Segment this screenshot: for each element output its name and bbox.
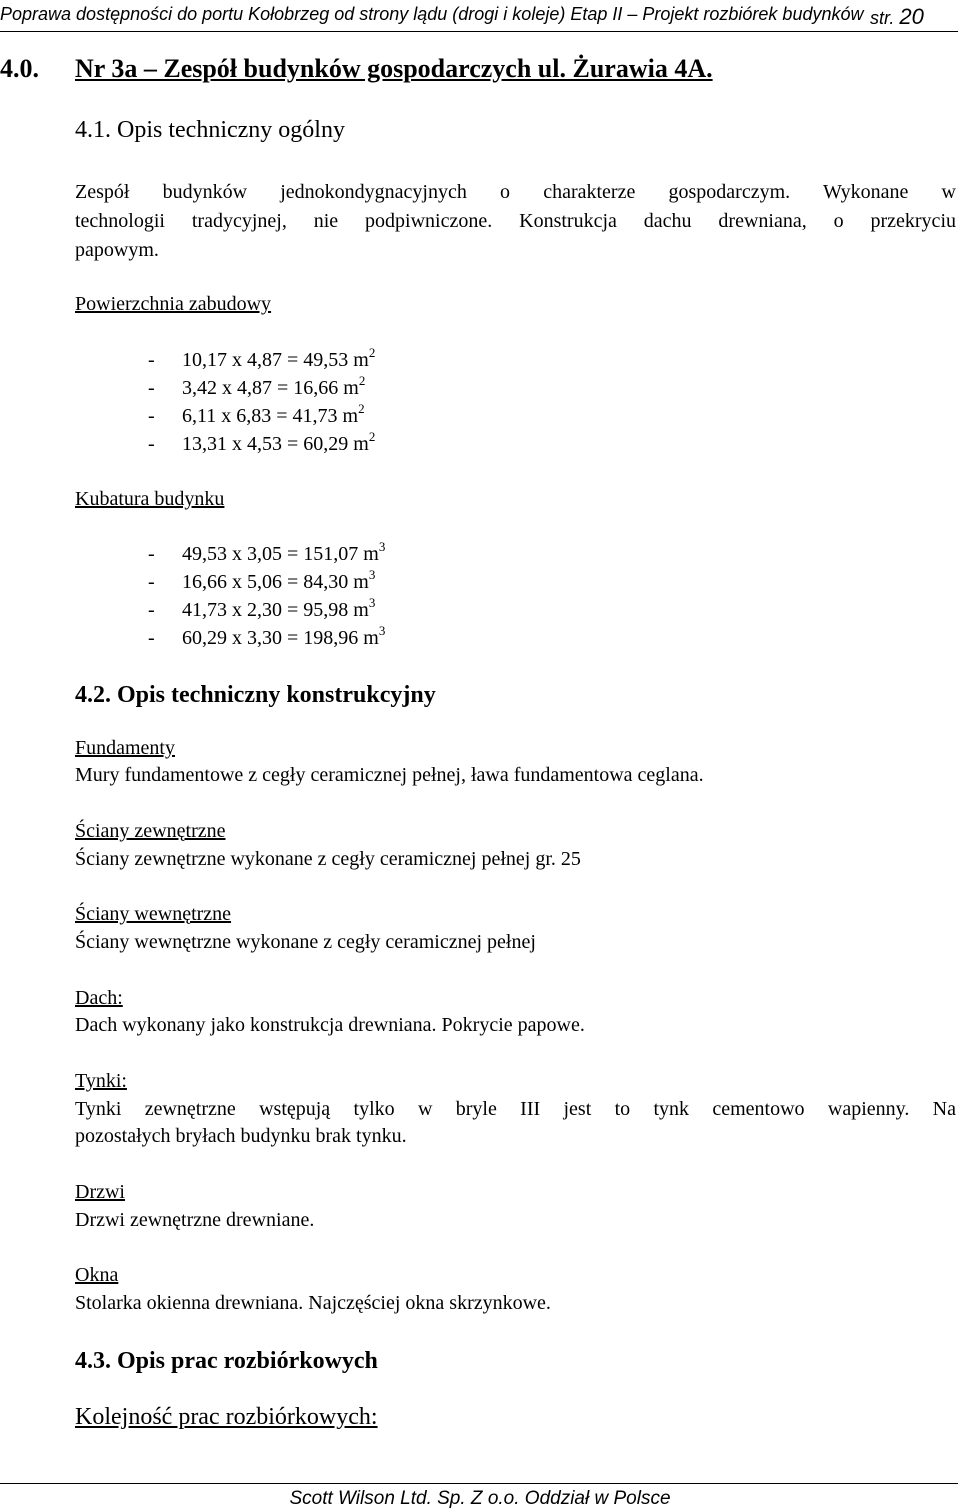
- paragraph-line: papowym.: [75, 239, 159, 261]
- volume-item: 49,53 x 3,05 = 151,07 $m^3$: [182, 539, 386, 565]
- sciany-zewnetrzne-text: Ściany zewnętrzne wykonane z cegły ceramicznej pełnej gr. 25: [75, 848, 581, 870]
- volume-item: 41,73 x 2,30 = 95,98 $m^3$: [182, 595, 376, 621]
- tynki-text-line: Tynki zewnętrzne wstępują tylko w bryle III jest to tynk cementowo wapienny. Na: [75, 1098, 956, 1120]
- sciany-wewnetrzne-text: Ściany wewnętrzne wykonane z cegły ceramicznej pełnej: [75, 931, 536, 953]
- volume-item: 60,29 x 3,30 = 198,96 $m^3$: [182, 623, 386, 649]
- volume-item: 16,66 x 5,06 = 84,30 $m^3$: [182, 567, 376, 593]
- list-dash: -: [148, 543, 155, 565]
- footer-text: Scott Wilson Ltd. Sp. Z o.o. Oddział w Polsce: [289, 1488, 671, 1509]
- list-dash: -: [148, 405, 155, 427]
- area-item: 10,17 x 4,87 = 49,53 $m^2$: [182, 345, 376, 371]
- paragraph-line: Zespół budynków jednokondygnacyjnych o charakterze gospodarczym. Wykonane w: [75, 181, 956, 203]
- sciany-wewnetrzne-label: Ściany wewnętrzne: [75, 903, 232, 925]
- drzwi-label: Drzwi: [75, 1181, 125, 1203]
- page-number-value: 20: [899, 4, 924, 29]
- area-item: 3,42 x 4,87 = 16,66 $m^2$: [182, 373, 366, 399]
- drzwi-text: Drzwi zewnętrzne drewniane.: [75, 1209, 315, 1231]
- list-dash: -: [148, 571, 155, 593]
- heading-4-1: 4.1. Opis techniczny ogólny: [75, 117, 345, 143]
- tynki-label: Tynki:: [75, 1070, 127, 1092]
- list-dash: -: [148, 377, 155, 399]
- fundamenty-label: Fundamenty: [75, 737, 175, 759]
- footer-rule: [0, 1483, 958, 1484]
- area-item: 13,31 x 4,53 = 60,29 $m^2$: [182, 429, 376, 455]
- sciany-zewnetrzne-label: Ściany zewnętrzne: [75, 820, 226, 842]
- section-number: 4.0.: [0, 54, 39, 83]
- list-dash: -: [148, 599, 155, 621]
- heading-4-2: 4.2. Opis techniczny konstrukcyjny: [75, 682, 436, 708]
- heading-kolejnosc: Kolejność prac rozbiórkowych:: [75, 1404, 378, 1430]
- section-title: Nr 3a – Zespół budynków gospodarczych ul. Żurawia 4A.: [75, 54, 713, 83]
- running-header-title: Poprawa dostępności do portu Kołobrzeg od strony lądu (drogi i koleje) Etap II – Projekt rozbiórek budynków: [0, 4, 864, 24]
- list-dash: -: [148, 627, 155, 649]
- area-label: Powierzchnia zabudowy: [75, 293, 272, 315]
- dach-text: Dach wykonany jako konstrukcja drewniana. Pokrycie papowe.: [75, 1014, 585, 1036]
- dach-label: Dach:: [75, 987, 123, 1009]
- page-label: str.: [870, 8, 895, 28]
- tynki-text-line: pozostałych bryłach budynku brak tynku.: [75, 1125, 407, 1147]
- volume-label: Kubatura budynku: [75, 488, 225, 510]
- okna-text: Stolarka okienna drewniana. Najczęściej okna skrzynkowe.: [75, 1292, 551, 1314]
- heading-4-3: 4.3. Opis prac rozbiórkowych: [75, 1348, 378, 1374]
- area-item: 6,11 x 6,83 = 41,73 $m^2$: [182, 401, 365, 427]
- page-number: [870, 4, 924, 30]
- fundamenty-text: Mury fundamentowe z cegły ceramicznej pełnej, ława fundamentowa ceglana.: [75, 764, 704, 786]
- okna-label: Okna: [75, 1264, 119, 1286]
- header-rule: [0, 31, 958, 32]
- list-dash: -: [148, 349, 155, 371]
- list-dash: -: [148, 433, 155, 455]
- paragraph-line: technologii tradycyjnej, nie podpiwniczone. Konstrukcja dachu drewniana, o przekryciu: [75, 210, 956, 232]
